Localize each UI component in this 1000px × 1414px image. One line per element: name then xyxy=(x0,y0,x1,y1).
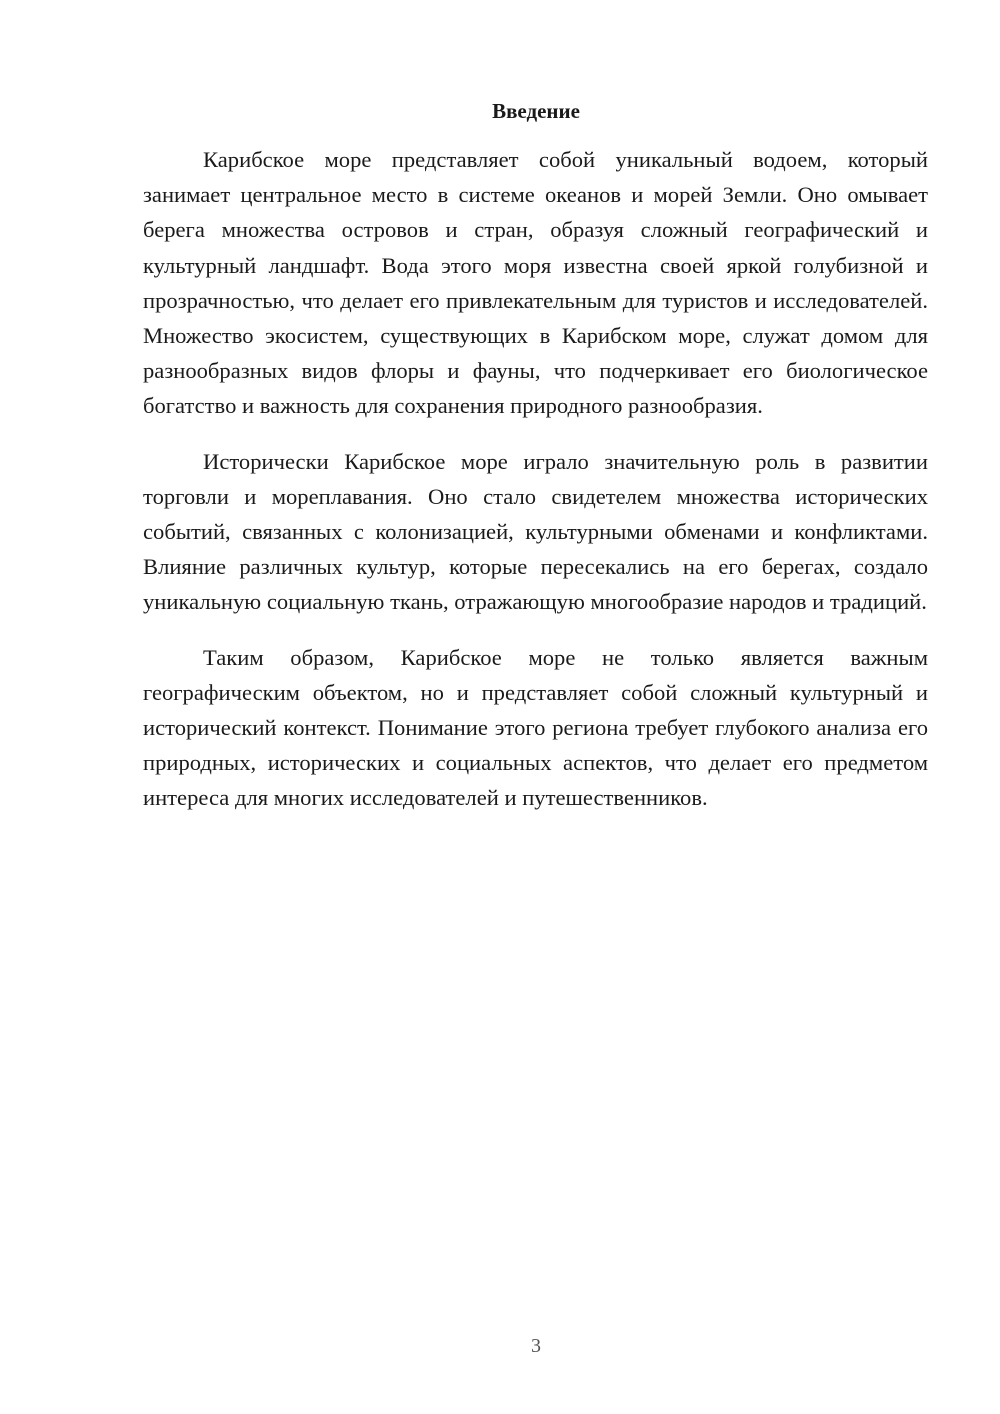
paragraph-2: Исторически Карибское море играло значительную роль в развитии торговли и мореплавания. Оно стало свидетелем множества исторических событий, связанных с колонизацией, культурными обменами и конфликтами. Влияние различных культур, которые пересекались на его берегах, создало уникальную социальную ткань, отражающую многообразие народов и традиций. xyxy=(143,448,928,615)
body-text xyxy=(143,142,928,836)
section-title: Введение xyxy=(492,99,580,123)
paragraph-3: Таким образом, Карибское море не только является важным географическим объектом, но и представляет собой сложный культурный и исторический контекст. Понимание этого региона требует глубокого анализа его природных, исторических и социальных аспектов, что делает его предметом интереса для многих исследователей и путешественников. xyxy=(143,644,928,811)
page-number: 3 xyxy=(531,1335,541,1357)
paragraph-1: Карибское море представляет собой уникальный водоем, который занимает центральное место в системе океанов и морей Земли. Оно омывает берега множества островов и стран, образуя сложный географический и культурный ландшафт. Вода этого моря известна своей яркой голубизной и прозрачностью, что делает его привлекательным для туристов и исследователей. Множество экосистем, существующих в Карибском море, служат домом для разнообразных видов флоры и фауны, что подчеркивает его биологическое богатство и важность для сохранения природного разнообразия. xyxy=(143,147,928,419)
